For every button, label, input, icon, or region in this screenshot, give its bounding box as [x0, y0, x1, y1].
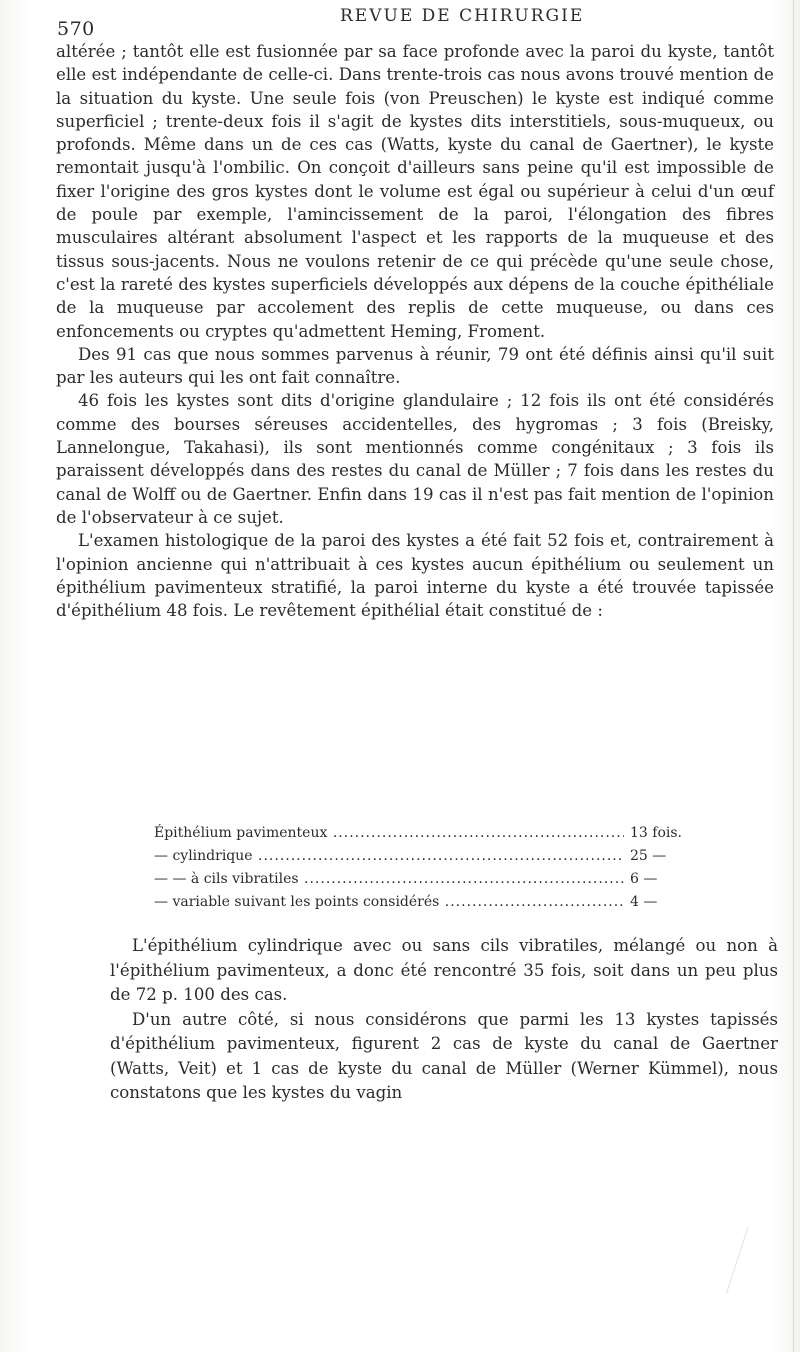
paragraph-1: altérée ; tantôt elle est fusionnée par sa face profonde avec la paroi du kyste, tantôt elle est indépendante de celle-ci. Dans trente-trois cas nous avons trouvé mention de la situation du kyste. Une seule fois (von Preuschen) le kyste est indiqué comme superficiel ; trente-deux fois il s'agit de kystes dits interstitiels, sous-muqueux, ou profonds. Même dans un de ces cas (Watts, kyste du canal de Gaertner), le kyste remontait jusqu'à l'ombilic. On conçoit d'ailleurs sans peine qu'il est impossible de fixer l'origine des gros kystes dont le volume est égal ou supérieur à celui d'un œuf de poule par exemple, l'amincissement de la paroi, l'élongation des fibres musculaires altérant absolument l'aspect et les rapports de la muqueuse et des tissus sous-jacents. Nous ne voulons retenir de ce qui précède qu'une seule chose, c'est la rareté des kystes superficiels développés aux dépens de la couche épithéliale de la muqueuse par accolement des replis de cette muqueuse, ou dans ces enfoncements ou cryptes qu'admettent Heming, Froment. [56, 42, 774, 341]
list-label: — variable suivant les points considérés ..... [154, 891, 624, 914]
list-row [154, 891, 674, 914]
list-label: Épithélium pavimenteux ..... [154, 822, 624, 845]
paragraph-2: Des 91 cas que nous sommes parvenus à réunir, 79 ont été définis ainsi qu'il suit par les auteurs qui les ont fait connaître. [56, 344, 774, 388]
list-label: — cylindrique ..... [154, 845, 624, 868]
page-number: 570 [57, 18, 95, 40]
list-row [154, 868, 674, 891]
epithelium-list [154, 822, 682, 914]
list-value: 13 fois. [624, 822, 674, 845]
list-row [154, 845, 674, 868]
paragraph-6: D'un autre côté, si nous considérons que parmi les 13 kystes tapissés d'épithélium pavimenteux, figurent 2 cas de kyste du canal de Gaertner (Watts, Veit) et 1 cas de kyste du canal de Müller (Werner Kümmel), nous constatons que les kystes du vagin [110, 1009, 778, 1102]
list-value: 4 — [624, 891, 674, 914]
list-value: 6 — [624, 868, 674, 891]
running-head: REVUE DE CHIRURGIE [340, 6, 585, 26]
list-row [154, 822, 682, 845]
paragraph-3: 46 fois les kystes sont dits d'origine glandulaire ; 12 fois ils ont été considérés comme des bourses séreuses accidentelles, des hygromas ; 3 fois (Breisky, Lannelongue, Takahasi), ils sont mentionnés comme congénitaux ; 3 fois ils paraissent développés dans des restes du canal de Müller ; 7 fois dans les restes du canal de Wolff ou de Gaertner. Enfin dans 19 cas il n'est pas fait mention de l'opinion de l'observateur à ce sujet. [56, 391, 774, 527]
body-text-bottom [110, 934, 778, 1106]
paper-mark [726, 1227, 777, 1303]
paragraph-4: L'examen histologique de la paroi des kystes a été fait 52 fois et, contrairement à l'opinion ancienne qui n'attribuait à ces kystes aucun épithélium ou seulement un épithélium pavimenteux stratifié, la paroi interne du kyste a été trouvée tapissée d'épithélium 48 fois. Le revêtement épithélial était constitué de : [56, 531, 774, 621]
list-label: — — à cils vibratiles ..... [154, 868, 624, 891]
page-header [0, 6, 800, 40]
body-text-top [56, 40, 774, 622]
paragraph-5: L'épithélium cylindrique avec ou sans cils vibratiles, mélangé ou non à l'épithélium pavimenteux, a donc été rencontré 35 fois, soit dans un peu plus de 72 p. 100 des cas. [110, 936, 778, 1004]
list-value: 25 — [624, 845, 674, 868]
page-edge [793, 0, 794, 1352]
